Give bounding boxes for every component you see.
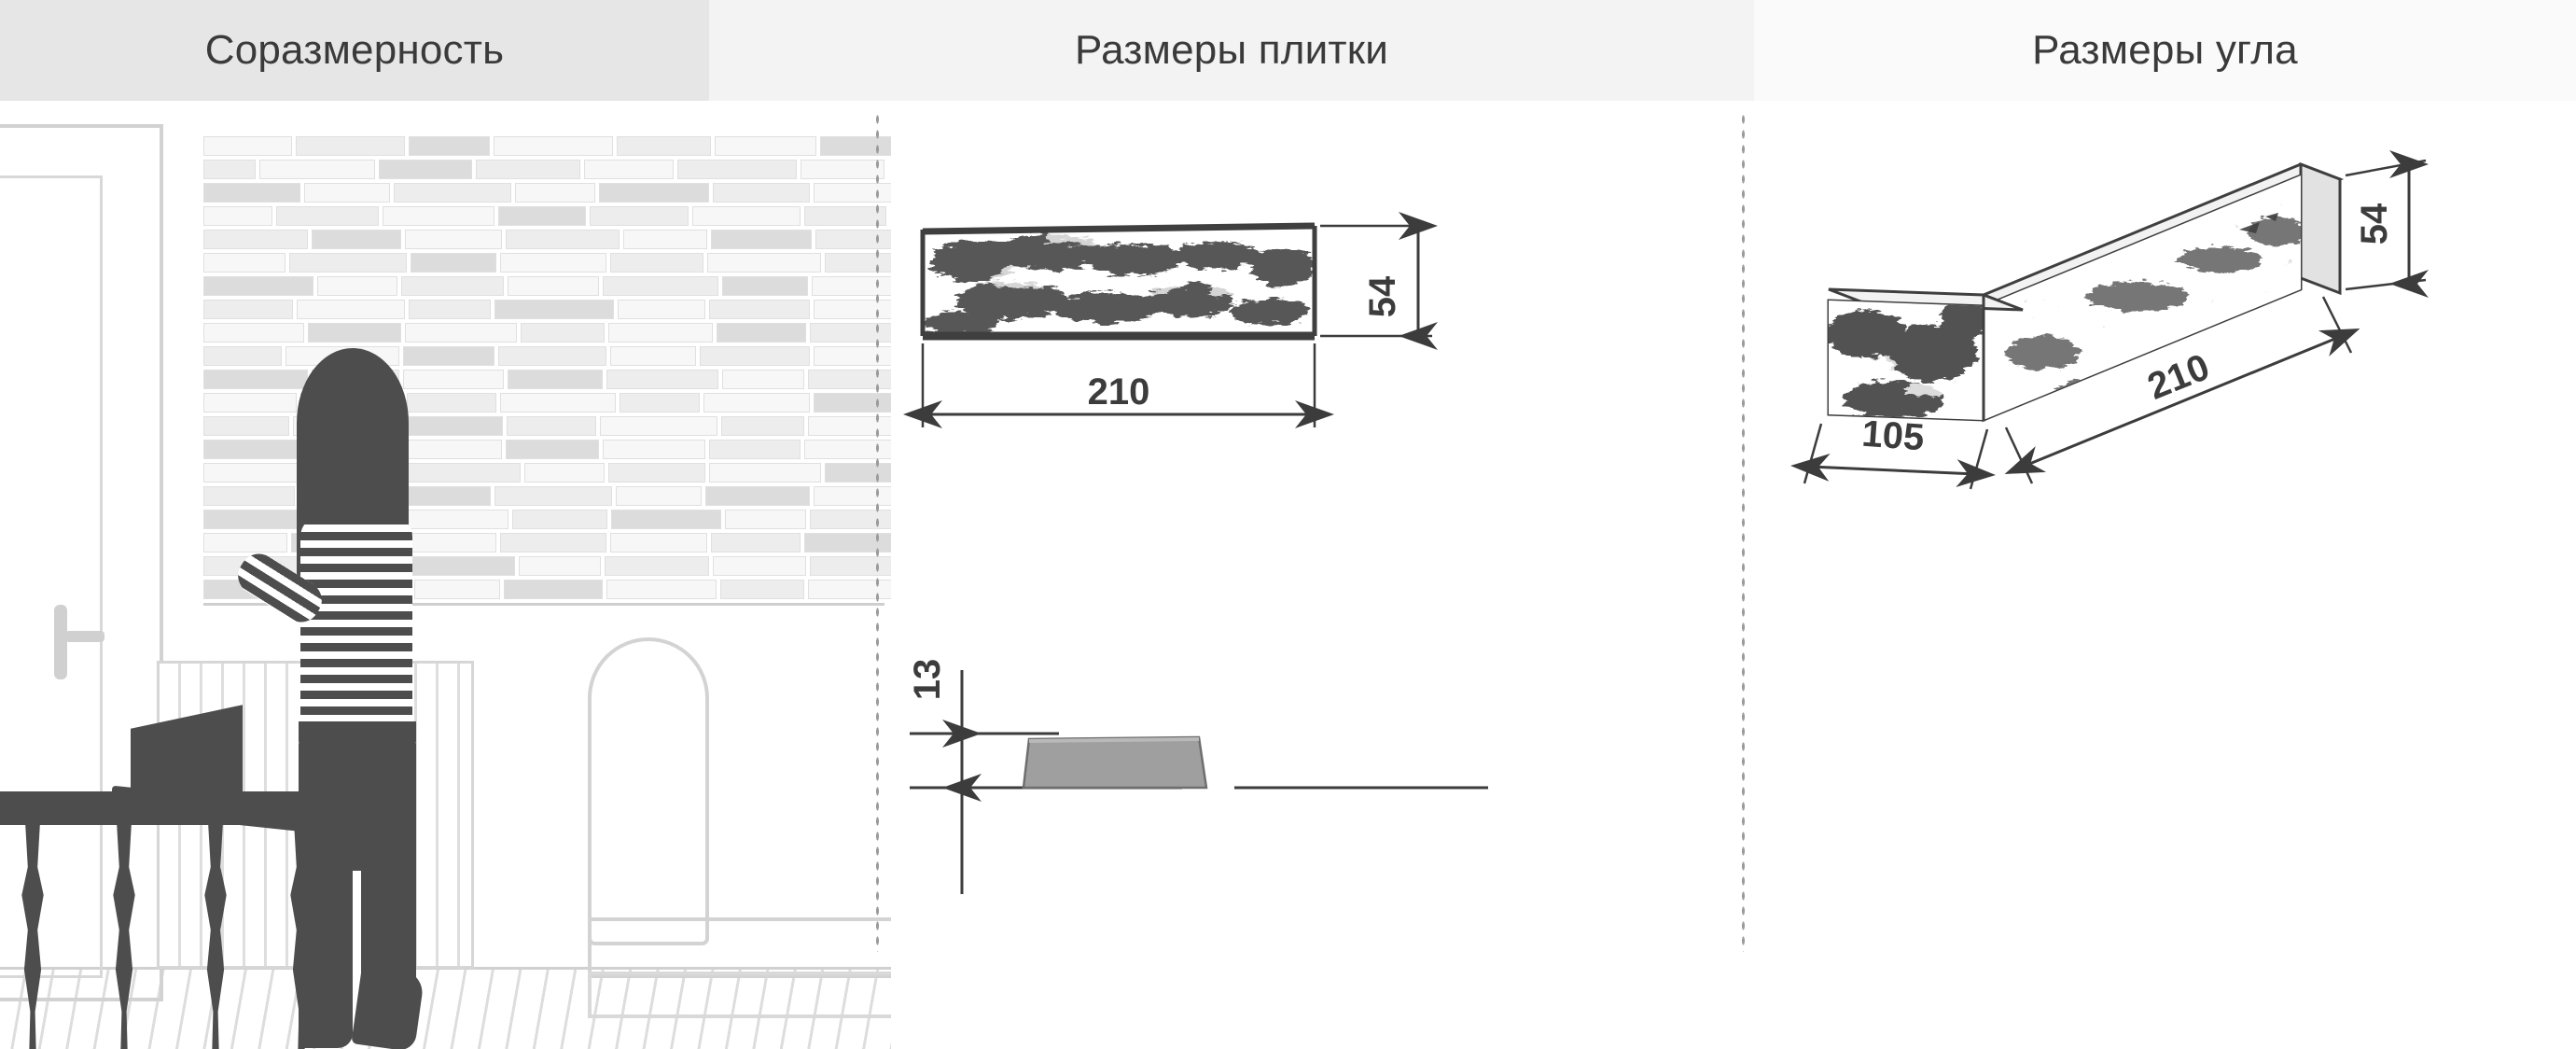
sofa-base xyxy=(588,972,891,1018)
panel-proportion xyxy=(0,101,891,1049)
panel-corner-dimensions xyxy=(1754,101,2576,1049)
header-tile-dimensions xyxy=(709,0,1754,101)
door-handle xyxy=(54,605,67,679)
corner-drawing xyxy=(1754,101,2576,1049)
panel-tile-dimensions xyxy=(891,101,1754,1049)
table-leg xyxy=(112,825,136,1049)
woman-boot-left xyxy=(299,992,353,1048)
header-proportion xyxy=(0,0,709,101)
sofa-backrest xyxy=(588,637,709,945)
sofa xyxy=(560,637,891,1011)
table-leg xyxy=(21,825,45,1049)
tile-width-label: 210 xyxy=(1087,371,1150,413)
corner-short-side-label: 105 xyxy=(1860,413,1926,459)
tile-thickness-label: 13 xyxy=(907,658,948,701)
table-leg xyxy=(203,825,228,1049)
header-corner-dimensions-title: Размеры угла xyxy=(2032,27,2298,73)
header-band xyxy=(0,0,2576,101)
sofa-seat xyxy=(588,917,891,978)
header-tile-dimensions-title: Размеры плитки xyxy=(1075,27,1388,73)
woman-silhouette xyxy=(252,348,522,1039)
room-scene-illustration xyxy=(0,101,891,1049)
header-proportion-title: Соразмерность xyxy=(204,27,505,73)
woman-boot-right xyxy=(351,965,425,1049)
corner-long-side-label: 210 xyxy=(2141,346,2216,408)
corner-height-label: 54 xyxy=(2354,203,2395,245)
woman-striped-top xyxy=(300,516,412,731)
panel-separator-1 xyxy=(875,112,880,952)
header-corner-dimensions xyxy=(1754,0,2576,101)
tile-height-label: 54 xyxy=(1362,275,1403,318)
tile-drawing xyxy=(891,101,1754,1049)
